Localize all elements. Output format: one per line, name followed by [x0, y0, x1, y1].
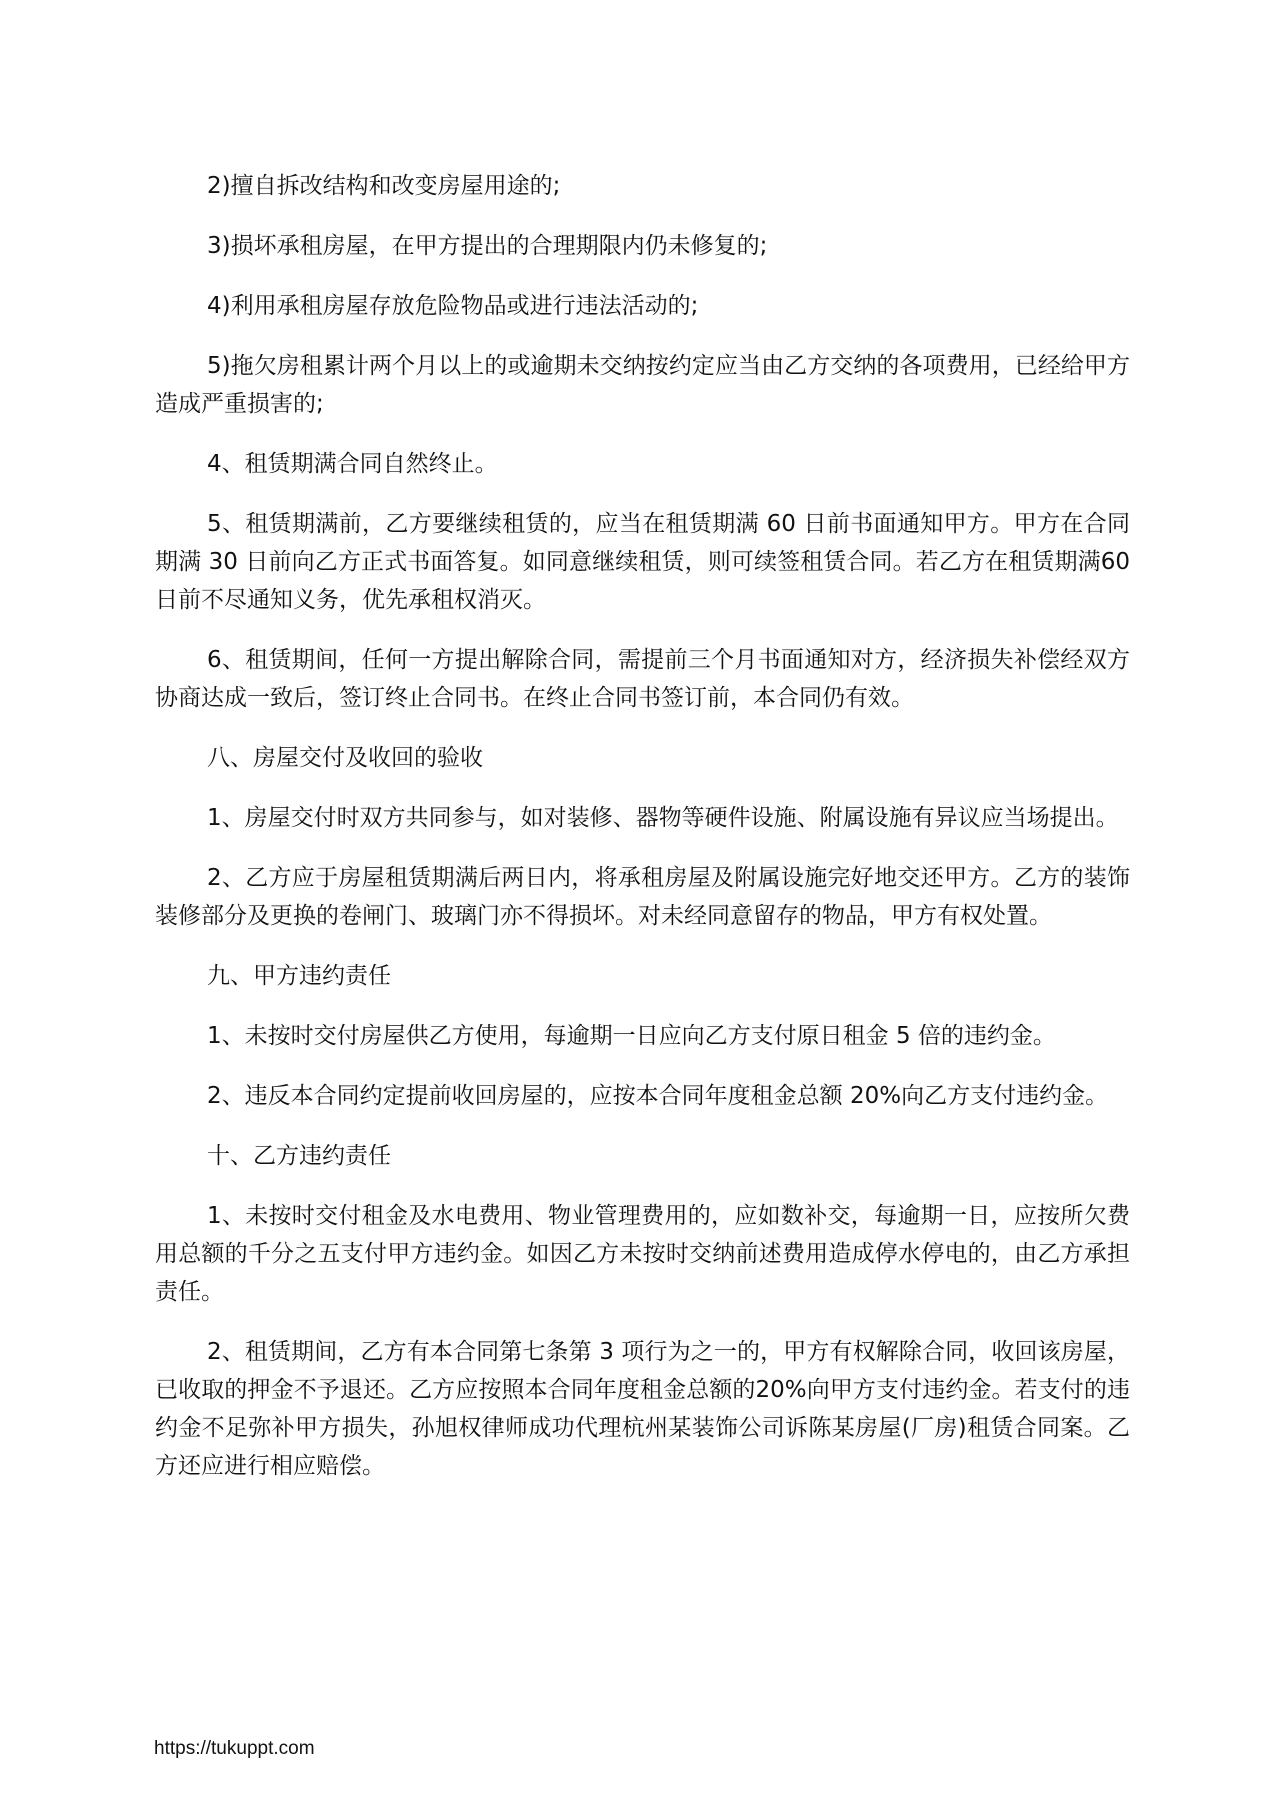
- paragraph: 1、未按时交付租金及水电费用、物业管理费用的，应如数补交，每逾期一日，应按所欠费用总额的千分之五支付甲方违约金。如因乙方未按时交纳前述费用造成停水停电的，由乙方承担责任。: [155, 1203, 1130, 1305]
- paragraph: 2、违反本合同约定提前收回房屋的，应按本合同年度租金总额 20%向乙方支付违约金。: [207, 1083, 1109, 1109]
- paragraph: 2、租赁期间，乙方有本合同第七条第 3 项行为之一的，甲方有权解除合同，收回该房屋，已收取的押金不予退还。乙方应按照本合同年度租金总额的20%向甲方支付违约金。若支付的违约金不足弥补甲方损失，孙旭权律师成功代理杭州某装饰公司诉陈某房屋(厂房)租赁合同案。乙方还应进行相应赔偿。: [155, 1339, 1130, 1479]
- paragraph: 2、乙方应于房屋租赁期满后两日内，将承租房屋及附属设施完好地交还甲方。乙方的装饰装修部分及更换的卷闸门、玻璃门亦不得损坏。对未经同意留存的物品，甲方有权处置。: [155, 865, 1130, 929]
- paragraph: 4)利用承租房屋存放危险物品或进行违法活动的;: [207, 293, 699, 319]
- paragraph: 5、租赁期满前，乙方要继续租赁的，应当在租赁期满 60 日前书面通知甲方。甲方在合同期满 30 日前向乙方正式书面答复。如同意继续租赁，则可续签租赁合同。若乙方在租赁期满60日前不尽通知义务，优先承租权消灭。: [155, 511, 1130, 613]
- section-heading: 八、房屋交付及收回的验收: [207, 745, 483, 771]
- paragraph: 1、未按时交付房屋供乙方使用，每逾期一日应向乙方支付原日租金 5 倍的违约金。: [207, 1023, 1056, 1049]
- paragraph: 1、房屋交付时双方共同参与，如对装修、器物等硬件设施、附属设施有异议应当场提出。: [207, 805, 1119, 831]
- footer-url: https://tukuppt.com: [154, 1738, 315, 1759]
- paragraph: 2)擅自拆改结构和改变房屋用途的;: [207, 173, 561, 199]
- paragraph: 4、租赁期满合同自然终止。: [207, 451, 498, 477]
- paragraph: 3)损坏承租房屋，在甲方提出的合理期限内仍未修复的;: [207, 233, 768, 259]
- document-body: [155, 167, 1130, 1507]
- paragraph: 6、租赁期间，任何一方提出解除合同，需提前三个月书面通知对方，经济损失补偿经双方协商达成一致后，签订终止合同书。在终止合同书签订前，本合同仍有效。: [155, 647, 1130, 711]
- section-heading: 十、乙方违约责任: [207, 1143, 391, 1169]
- paragraph: 5)拖欠房租累计两个月以上的或逾期未交纳按约定应当由乙方交纳的各项费用，已经给甲方造成严重损害的;: [155, 353, 1130, 417]
- section-heading: 九、甲方违约责任: [207, 963, 391, 989]
